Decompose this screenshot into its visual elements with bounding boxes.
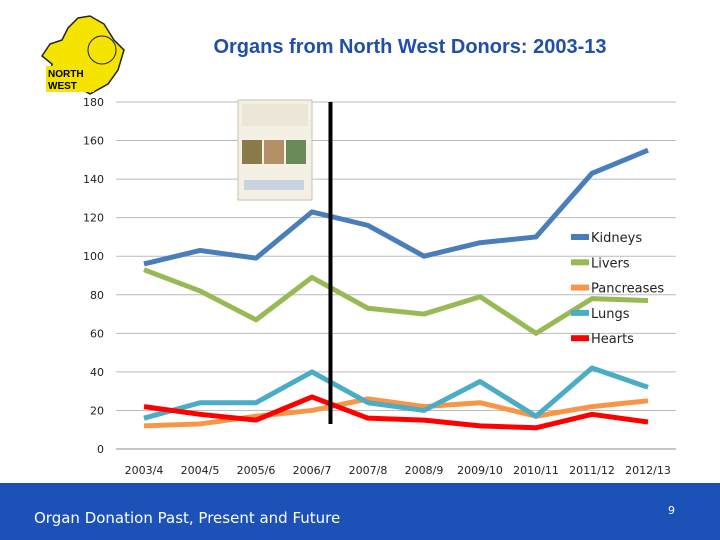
legend-label-kidneys: Kidneys <box>591 231 643 246</box>
series-line-kidneys <box>144 150 648 264</box>
x-tick-label: 2008/9 <box>404 464 444 477</box>
page-number: 9 <box>668 504 675 517</box>
x-tick-label: 2009/10 <box>457 464 503 477</box>
document-thumbnail <box>238 100 312 200</box>
y-tick-label: 140 <box>83 173 104 187</box>
legend-swatch-lungs <box>571 310 589 316</box>
y-tick-label: 160 <box>83 134 104 148</box>
x-tick-label: 2003/4 <box>124 464 164 477</box>
logo-text-line-1: NORTH <box>48 69 84 80</box>
x-tick-label: 2006/7 <box>292 464 332 477</box>
legend-label-lungs: Lungs <box>591 306 630 322</box>
thumbnail-logo-strip <box>244 180 304 190</box>
legend-label-pancreases: Pancreases <box>591 281 665 297</box>
y-tick-label: 120 <box>83 211 104 225</box>
series-line-livers <box>144 270 648 334</box>
x-tick-label: 2004/5 <box>180 464 220 477</box>
legend-swatch-hearts <box>571 335 589 341</box>
thumbnail-header-band <box>242 104 308 126</box>
y-tick-label: 20 <box>90 404 104 418</box>
y-tick-label: 0 <box>97 443 104 456</box>
x-tick-label: 2007/8 <box>348 464 388 477</box>
thumbnail-photo-1 <box>242 140 262 164</box>
legend-label-hearts: Hearts <box>591 332 634 348</box>
y-tick-label: 60 <box>90 327 104 341</box>
slide-title: Organs from North West Donors: 2003-13 <box>213 36 607 58</box>
x-tick-label: 2010/11 <box>513 464 559 477</box>
thumbnail-photo-2 <box>264 140 284 164</box>
y-tick-label: 80 <box>90 288 104 302</box>
x-tick-label: 2005/6 <box>236 464 276 477</box>
chart-legend <box>571 231 664 347</box>
x-tick-label: 2012/13 <box>625 464 671 477</box>
y-tick-label: 40 <box>90 365 104 379</box>
legend-swatch-kidneys <box>571 234 589 240</box>
legend-swatch-pancreases <box>571 285 589 291</box>
footer-bar <box>0 483 720 540</box>
logo-text-line-2: WEST <box>48 81 77 92</box>
y-tick-label: 180 <box>83 96 104 109</box>
thumbnail-photo-3 <box>286 140 306 164</box>
footer-text: Organ Donation Past, Present and Future <box>34 509 341 527</box>
legend-label-livers: Livers <box>591 256 630 272</box>
legend-swatch-livers <box>571 259 589 265</box>
y-tick-label: 100 <box>83 250 104 264</box>
x-tick-label: 2011/12 <box>569 464 615 477</box>
